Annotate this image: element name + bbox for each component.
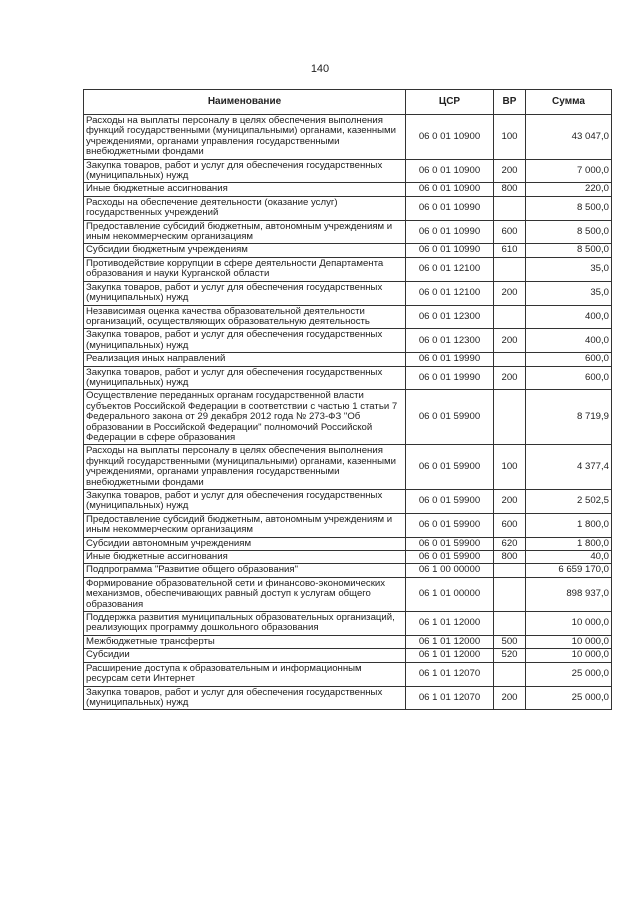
cell-csr: 06 0 01 59900	[406, 551, 494, 564]
cell-sum: 43 047,0	[526, 115, 612, 160]
table-row	[84, 220, 612, 244]
table-row	[84, 305, 612, 329]
header-name: Наименование	[84, 90, 406, 115]
cell-vr: 610	[494, 244, 526, 257]
cell-sum: 35,0	[526, 281, 612, 305]
cell-vr: 800	[494, 183, 526, 196]
cell-sum: 10 000,0	[526, 612, 612, 636]
table-row	[84, 390, 612, 445]
cell-name: Реализация иных направлений	[84, 353, 406, 366]
cell-csr: 06 1 01 12000	[406, 635, 494, 648]
cell-vr: 100	[494, 445, 526, 490]
cell-vr	[494, 577, 526, 611]
cell-name: Закупка товаров, работ и услуг для обеспечения государственных (муниципальных) нужд	[84, 329, 406, 353]
cell-sum: 400,0	[526, 329, 612, 353]
table-row	[84, 649, 612, 662]
table-row	[84, 662, 612, 686]
table-row	[84, 244, 612, 257]
cell-sum: 40,0	[526, 551, 612, 564]
cell-vr	[494, 390, 526, 445]
cell-sum: 25 000,0	[526, 686, 612, 710]
cell-vr: 200	[494, 686, 526, 710]
cell-sum: 10 000,0	[526, 649, 612, 662]
cell-vr: 200	[494, 329, 526, 353]
cell-csr: 06 1 01 12000	[406, 649, 494, 662]
table-row	[84, 281, 612, 305]
cell-csr: 06 0 01 10990	[406, 244, 494, 257]
cell-sum: 1 800,0	[526, 513, 612, 537]
cell-name: Предоставление субсидий бюджетным, автономным учреждениям и иным некоммерческим организациям	[84, 220, 406, 244]
table-row	[84, 490, 612, 514]
cell-csr: 06 1 01 00000	[406, 577, 494, 611]
header-sum: Сумма	[526, 90, 612, 115]
cell-csr: 06 0 01 19990	[406, 366, 494, 390]
table-row	[84, 329, 612, 353]
cell-csr: 06 0 01 12300	[406, 305, 494, 329]
cell-csr: 06 0 01 59900	[406, 513, 494, 537]
cell-name: Иные бюджетные ассигнования	[84, 183, 406, 196]
cell-sum: 400,0	[526, 305, 612, 329]
cell-name: Независимая оценка качества образовательной деятельности организаций, осуществляющих образовательную деятельность	[84, 305, 406, 329]
cell-sum: 600,0	[526, 353, 612, 366]
header-csr: ЦСР	[406, 90, 494, 115]
cell-sum: 898 937,0	[526, 577, 612, 611]
cell-name: Расходы на обеспечение деятельности (оказание услуг) государственных учреждений	[84, 196, 406, 220]
cell-vr	[494, 564, 526, 577]
cell-csr: 06 0 01 19990	[406, 353, 494, 366]
cell-sum: 35,0	[526, 257, 612, 281]
cell-sum: 2 502,5	[526, 490, 612, 514]
cell-csr: 06 0 01 12300	[406, 329, 494, 353]
cell-name: Субсидии бюджетным учреждениям	[84, 244, 406, 257]
cell-name: Межбюджетные трансферты	[84, 635, 406, 648]
cell-csr: 06 1 01 12070	[406, 686, 494, 710]
table-row	[84, 686, 612, 710]
cell-vr: 620	[494, 537, 526, 550]
cell-name: Субсидии автономным учреждениям	[84, 537, 406, 550]
cell-sum: 220,0	[526, 183, 612, 196]
table-row	[84, 196, 612, 220]
table-row	[84, 257, 612, 281]
cell-csr: 06 0 01 10900	[406, 159, 494, 183]
cell-vr: 200	[494, 490, 526, 514]
table-row	[84, 183, 612, 196]
cell-vr	[494, 662, 526, 686]
cell-csr: 06 0 01 10900	[406, 115, 494, 160]
cell-name: Закупка товаров, работ и услуг для обеспечения государственных (муниципальных) нужд	[84, 159, 406, 183]
cell-vr	[494, 353, 526, 366]
table-row	[84, 513, 612, 537]
cell-name: Противодействие коррупции в сфере деятельности Департамента образования и науки Курганской области	[84, 257, 406, 281]
cell-csr: 06 0 01 59900	[406, 537, 494, 550]
header-vr: ВР	[494, 90, 526, 115]
cell-sum: 8 719,9	[526, 390, 612, 445]
budget-table	[83, 89, 612, 710]
cell-name: Предоставление субсидий бюджетным, автономным учреждениям и иным некоммерческим организациям	[84, 513, 406, 537]
table-row	[84, 353, 612, 366]
cell-csr: 06 0 01 10990	[406, 220, 494, 244]
cell-name: Иные бюджетные ассигнования	[84, 551, 406, 564]
cell-csr: 06 0 01 59900	[406, 490, 494, 514]
cell-csr: 06 1 01 12000	[406, 612, 494, 636]
cell-sum: 8 500,0	[526, 220, 612, 244]
cell-vr: 520	[494, 649, 526, 662]
table-row	[84, 635, 612, 648]
cell-sum: 8 500,0	[526, 244, 612, 257]
cell-name: Субсидии	[84, 649, 406, 662]
cell-sum: 7 000,0	[526, 159, 612, 183]
cell-sum: 600,0	[526, 366, 612, 390]
cell-csr: 06 0 01 12100	[406, 257, 494, 281]
cell-vr	[494, 612, 526, 636]
cell-sum: 10 000,0	[526, 635, 612, 648]
table-row	[84, 564, 612, 577]
cell-vr: 600	[494, 513, 526, 537]
cell-csr: 06 0 01 10990	[406, 196, 494, 220]
table-header-row	[84, 90, 612, 115]
cell-sum: 25 000,0	[526, 662, 612, 686]
cell-name: Закупка товаров, работ и услуг для обеспечения государственных (муниципальных) нужд	[84, 490, 406, 514]
cell-name: Поддержка развития муниципальных образовательных организаций, реализующих программу дошкольного образования	[84, 612, 406, 636]
cell-vr	[494, 305, 526, 329]
cell-sum: 8 500,0	[526, 196, 612, 220]
cell-vr	[494, 196, 526, 220]
cell-vr: 200	[494, 366, 526, 390]
cell-vr: 800	[494, 551, 526, 564]
cell-vr: 600	[494, 220, 526, 244]
page-number: 140	[310, 63, 330, 75]
cell-csr: 06 0 01 12100	[406, 281, 494, 305]
cell-name: Подпрограмма "Развитие общего образования"	[84, 564, 406, 577]
table-row	[84, 577, 612, 611]
cell-name: Расширение доступа к образовательным и информационным ресурсам сети Интернет	[84, 662, 406, 686]
cell-name: Формирование образовательной сети и финансово-экономических механизмов, обеспечивающих равный доступ к услугам общего образования	[84, 577, 406, 611]
cell-csr: 06 0 01 59900	[406, 445, 494, 490]
cell-csr: 06 0 01 59900	[406, 390, 494, 445]
table-row	[84, 159, 612, 183]
cell-csr: 06 0 01 10900	[406, 183, 494, 196]
table-row	[84, 445, 612, 490]
table-row	[84, 537, 612, 550]
cell-name: Закупка товаров, работ и услуг для обеспечения государственных (муниципальных) нужд	[84, 686, 406, 710]
cell-sum: 6 659 170,0	[526, 564, 612, 577]
cell-name: Осуществление переданных органам государственной власти субъектов Российской Федерации в соответствии с частью 1 статьи 7 Федерального закона от 29 декабря 2012 года № 273-ФЗ "Об образовании в Российской Федерации" полномочий Российской Федерации в сфере образования	[84, 390, 406, 445]
cell-vr: 200	[494, 159, 526, 183]
cell-csr: 06 1 01 12070	[406, 662, 494, 686]
cell-vr	[494, 257, 526, 281]
cell-sum: 1 800,0	[526, 537, 612, 550]
cell-csr: 06 1 00 00000	[406, 564, 494, 577]
cell-vr: 100	[494, 115, 526, 160]
table-row	[84, 366, 612, 390]
table-row	[84, 115, 612, 160]
cell-name: Расходы на выплаты персоналу в целях обеспечения выполнения функций государственными (муниципальными) органами, казенными учреждениями, органами управления государственными внебюджетными фондами	[84, 445, 406, 490]
cell-name: Расходы на выплаты персоналу в целях обеспечения выполнения функций государственными (муниципальными) органами, казенными учреждениями, органами управления государственными внебюджетными фондами	[84, 115, 406, 160]
cell-vr: 200	[494, 281, 526, 305]
cell-sum: 4 377,4	[526, 445, 612, 490]
cell-vr: 500	[494, 635, 526, 648]
cell-name: Закупка товаров, работ и услуг для обеспечения государственных (муниципальных) нужд	[84, 281, 406, 305]
table-row	[84, 551, 612, 564]
table-row	[84, 612, 612, 636]
cell-name: Закупка товаров, работ и услуг для обеспечения государственных (муниципальных) нужд	[84, 366, 406, 390]
